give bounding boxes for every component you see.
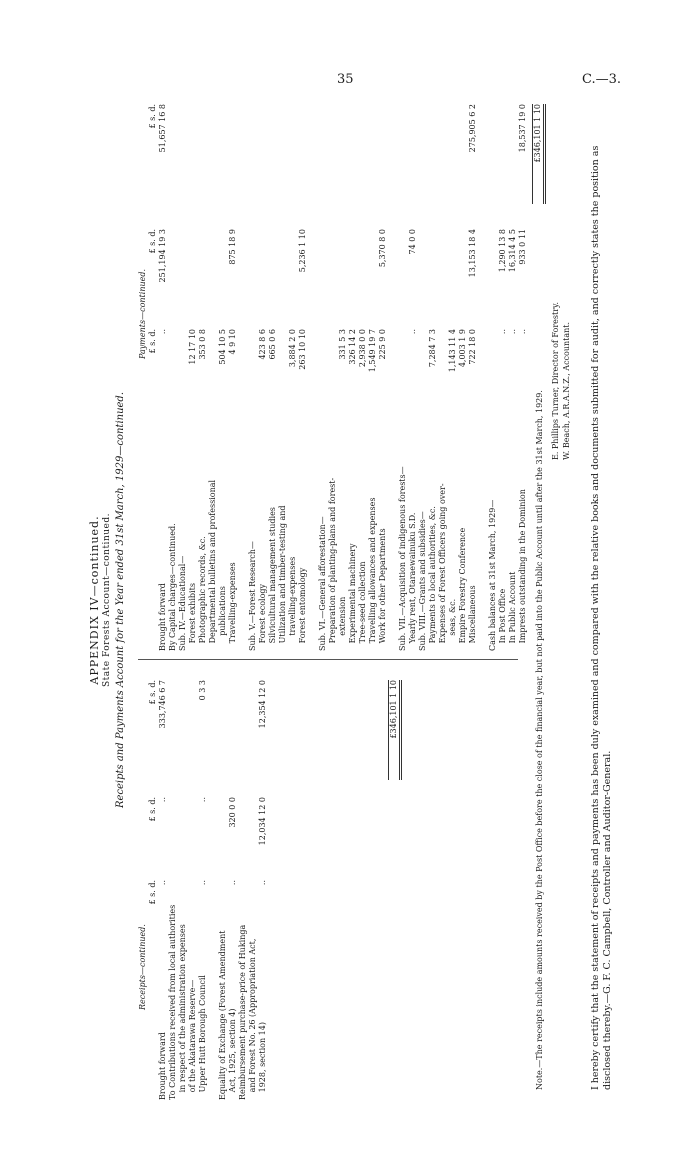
row-label: Sub. VIII.—Grants and subsidies— [418, 511, 427, 651]
row-label: Yearly rent, Otaraewainuku S.D. [408, 512, 417, 651]
row-label: In Post Office [498, 588, 507, 651]
receipts-side [138, 670, 518, 1100]
signature-accountant: W. Beach, A.R.A.N.Z., Accountant. [562, 321, 571, 460]
table-row [438, 99, 448, 659]
row-label: Departmental bulletins and professional [208, 479, 217, 651]
row-label: Upper Hutt Borough Council [198, 975, 207, 1100]
row-label: Sub. VII.—Acquisition of indigenous forests— [398, 466, 407, 651]
table-row [198, 670, 208, 1100]
amount-col1: .. [258, 880, 267, 886]
row-label: To Contributions received from local authorities [168, 904, 177, 1100]
row-label: Act, 1925, section 4) [228, 1008, 237, 1100]
amount-col2: 5,236 1 10 [298, 229, 307, 273]
amount-col1: .. [158, 329, 167, 335]
row-label: Brought forward [158, 1032, 167, 1100]
row-label: publications [218, 586, 227, 651]
table-row [288, 99, 298, 659]
row-label: Empire Forestry Conference [458, 527, 467, 651]
amount-col1: .. [518, 329, 527, 335]
amount-col2: 875 18 9 [228, 229, 237, 265]
table-row [418, 99, 428, 659]
col-header: £ s. d. [148, 229, 157, 254]
table-row [488, 99, 498, 659]
col-header: £ s. d. [148, 680, 157, 705]
table-row [278, 99, 288, 659]
table-row [188, 670, 198, 1100]
amount-col2: 12,034 12 0 [258, 797, 267, 846]
table-row [158, 670, 168, 1100]
signature-director: E. Phillips Turner, Director of Forestry. [551, 301, 560, 460]
amount-col3: 275,905 6 2 [468, 104, 477, 153]
amount-col2: 1,290 13 8 [498, 229, 507, 273]
amount-col1: .. [508, 329, 517, 335]
row-label: Sub. V.—Forest Research— [248, 541, 257, 651]
row-label: Work for other Departments [378, 528, 387, 651]
col-header: £ s. d. [148, 880, 157, 905]
amount-col3: 18,537 19 0 [518, 104, 527, 153]
table-row [208, 670, 218, 1100]
table-row [398, 99, 408, 659]
amount-col1: .. [158, 880, 167, 886]
table-row [248, 670, 258, 1100]
amount-col2: 933 0 11 [518, 229, 527, 265]
row-label: Experimental machinery [348, 543, 357, 651]
table-row [158, 99, 168, 659]
amount-col1: 12 17 10 [188, 329, 197, 365]
row-label: Forest ecology [258, 583, 267, 651]
row-label: of the Akatarawa Reserve— [188, 979, 197, 1100]
row-label: Imprests outstanding in the Dominion [518, 489, 527, 651]
table-row [458, 99, 468, 659]
table-row [448, 99, 458, 659]
amount-col2: 13,153 18 4 [468, 229, 477, 278]
amount-col1: 7,284 7 3 [428, 329, 437, 368]
statement-title: Receipts and Payments Account for the Year ended 31st March, 1929—continued. [115, 391, 126, 809]
receipts-title: Receipts—continued. [138, 924, 147, 1010]
amount-col1: 225 9 0 [378, 329, 387, 360]
row-label: Preparation of planting-plans and forest- [328, 477, 337, 651]
amount-col1: 504 10 5 [218, 329, 227, 365]
table-row [338, 99, 348, 659]
table-row [428, 99, 438, 659]
row-label: extension [338, 596, 347, 651]
table-row [478, 99, 488, 659]
account-heading: State Forests Account—continued. [102, 513, 112, 687]
receipts-rows [158, 670, 268, 1100]
table-row [518, 99, 528, 659]
table-row [368, 99, 378, 659]
table-row [308, 99, 318, 659]
amount-col1: 263 10 10 [298, 329, 307, 370]
row-label: Travelling allowances and expenses [368, 497, 377, 651]
amount-col1: .. [408, 329, 417, 335]
row-label: By Capital charges—continued. [168, 523, 177, 651]
table-row [208, 99, 218, 659]
amount-col1: 722 18 0 [468, 329, 477, 365]
row-label: Tree-seed collection [358, 561, 367, 651]
table-row [468, 99, 478, 659]
table-row [178, 670, 188, 1100]
table-row [358, 99, 368, 659]
amount-col2: .. [158, 797, 167, 803]
page-number: 35 [337, 72, 354, 87]
row-label: Miscellaneous [468, 585, 477, 651]
table-row [218, 99, 228, 659]
row-label: Sub. IV.—Educational— [178, 555, 187, 651]
amount-col2: 251,194 19 3 [158, 229, 167, 283]
table-row [168, 670, 178, 1100]
payments-title: Payments—continued. [138, 268, 147, 359]
row-label: Silvicultural management studies [268, 507, 277, 651]
table-row [498, 99, 508, 659]
table-row [258, 99, 268, 659]
table-row [328, 99, 338, 659]
amount-col2: 74 0 0 [408, 229, 417, 255]
amount-col2: 320 0 0 [228, 797, 237, 828]
table-row [268, 99, 278, 659]
col-header: £ s. d. [148, 329, 157, 354]
col-header: £ s. d. [148, 104, 157, 129]
row-label: Utilization and timber-testing and [278, 505, 287, 651]
table-row [248, 99, 258, 659]
amount-col2: 5,370 8 0 [378, 229, 387, 268]
amount-col1: 1,143 11 4 [448, 329, 457, 373]
table-row [238, 99, 248, 659]
amount-col2: .. [198, 797, 207, 803]
table-row [168, 99, 178, 659]
amount-col1: .. [228, 880, 237, 886]
table-row [218, 670, 228, 1100]
payments-rows [158, 99, 528, 659]
signatures [550, 302, 572, 460]
page-code: C.—3. [582, 72, 622, 87]
amount-col3: 12,354 12 0 [258, 680, 267, 729]
amount-col3: 0 3 3 [198, 680, 207, 701]
audit-certificate: I hereby certify that the statement of receipts and payments has been duly examined and compared with the relative books and documents submitted for audit, and correctly states the position as disclosed thereby.—G. F. C. Campbell, Controller and Auditor-General. [590, 145, 613, 1090]
payments-col-header [148, 99, 158, 659]
row-label: Brought forward [158, 583, 167, 651]
row-label: and Forest No. 26 (Appropriation Act, [248, 938, 257, 1100]
row-label: Travelling-expenses [228, 562, 237, 651]
table-row [178, 99, 188, 659]
amount-col1: 1,549 19 7 [368, 329, 377, 373]
amount-col1: 2,938 0 0 [358, 329, 367, 368]
amount-col1: .. [198, 880, 207, 886]
table-row [298, 99, 308, 659]
col-header: £ s. d. [148, 797, 157, 822]
payments-total: £346,101 1 10 [532, 104, 546, 204]
row-label: travelling-expenses [288, 556, 297, 651]
amount-col1: 4 9 10 [228, 329, 237, 355]
row-label: 1928, section 14) [258, 1022, 267, 1100]
row-label: Sub. VI.—General afforestation— [318, 516, 327, 651]
amount-col1: 665 0 6 [268, 329, 277, 360]
row-label: Payments to local authorities, &c. [428, 506, 437, 651]
table-row [408, 99, 418, 659]
row-label: Equality of Exchange (Forest Amendment [218, 930, 227, 1100]
appendix-heading: APPENDIX IV—continued. [88, 515, 101, 685]
row-label: Photographic records, &c. [198, 536, 207, 651]
amount-col3: 51,657 16 8 [158, 104, 167, 153]
row-label: Expenses of Forest Officers going over- [438, 483, 447, 651]
footnote: Note.—The receipts include amounts received by the Post Office before the close of the financial year, but not paid into the Public Account until after the 31st March, 1929. [535, 390, 544, 1090]
row-label: seas, &c. [448, 598, 457, 651]
table-row [508, 99, 518, 659]
receipts-total: £346,101 1 10 [388, 680, 402, 780]
row-label: Forest exhibits [188, 583, 197, 651]
amount-col1: .. [498, 329, 507, 335]
amount-col2: 16,314 4 5 [508, 229, 517, 273]
table-row [238, 670, 248, 1100]
table-row [228, 670, 238, 1100]
row-label: Cash balances at 31st March, 1929— [488, 499, 497, 651]
row-label: In Public Account [508, 571, 517, 651]
payments-side [138, 99, 542, 660]
table-row [258, 670, 268, 1100]
table-row [388, 99, 398, 659]
receipts-col-header [148, 670, 158, 1100]
amount-col1: 326 14 2 [348, 329, 357, 365]
amount-col1: 331 5 3 [338, 329, 347, 360]
table-row [348, 99, 358, 659]
table-row [228, 99, 238, 659]
amount-col1: 3,884 2 0 [288, 329, 297, 368]
row-label: in respect of the administration expenses [178, 924, 187, 1100]
amount-col1: 423 8 6 [258, 329, 267, 360]
amount-col3: 333,746 6 7 [158, 680, 167, 729]
table-row [198, 99, 208, 659]
row-label: Reimbursement purchase-price of Hukinga [238, 924, 247, 1100]
amount-col1: 4,003 1 9 [458, 329, 467, 368]
row-label: Forest entomology [298, 567, 307, 651]
table-row [378, 99, 388, 659]
receipts-total-row [388, 670, 398, 1100]
table-row [188, 99, 198, 659]
rotated-statement [80, 100, 640, 1100]
amount-col1: 353 0 8 [198, 329, 207, 360]
table-row [318, 99, 328, 659]
